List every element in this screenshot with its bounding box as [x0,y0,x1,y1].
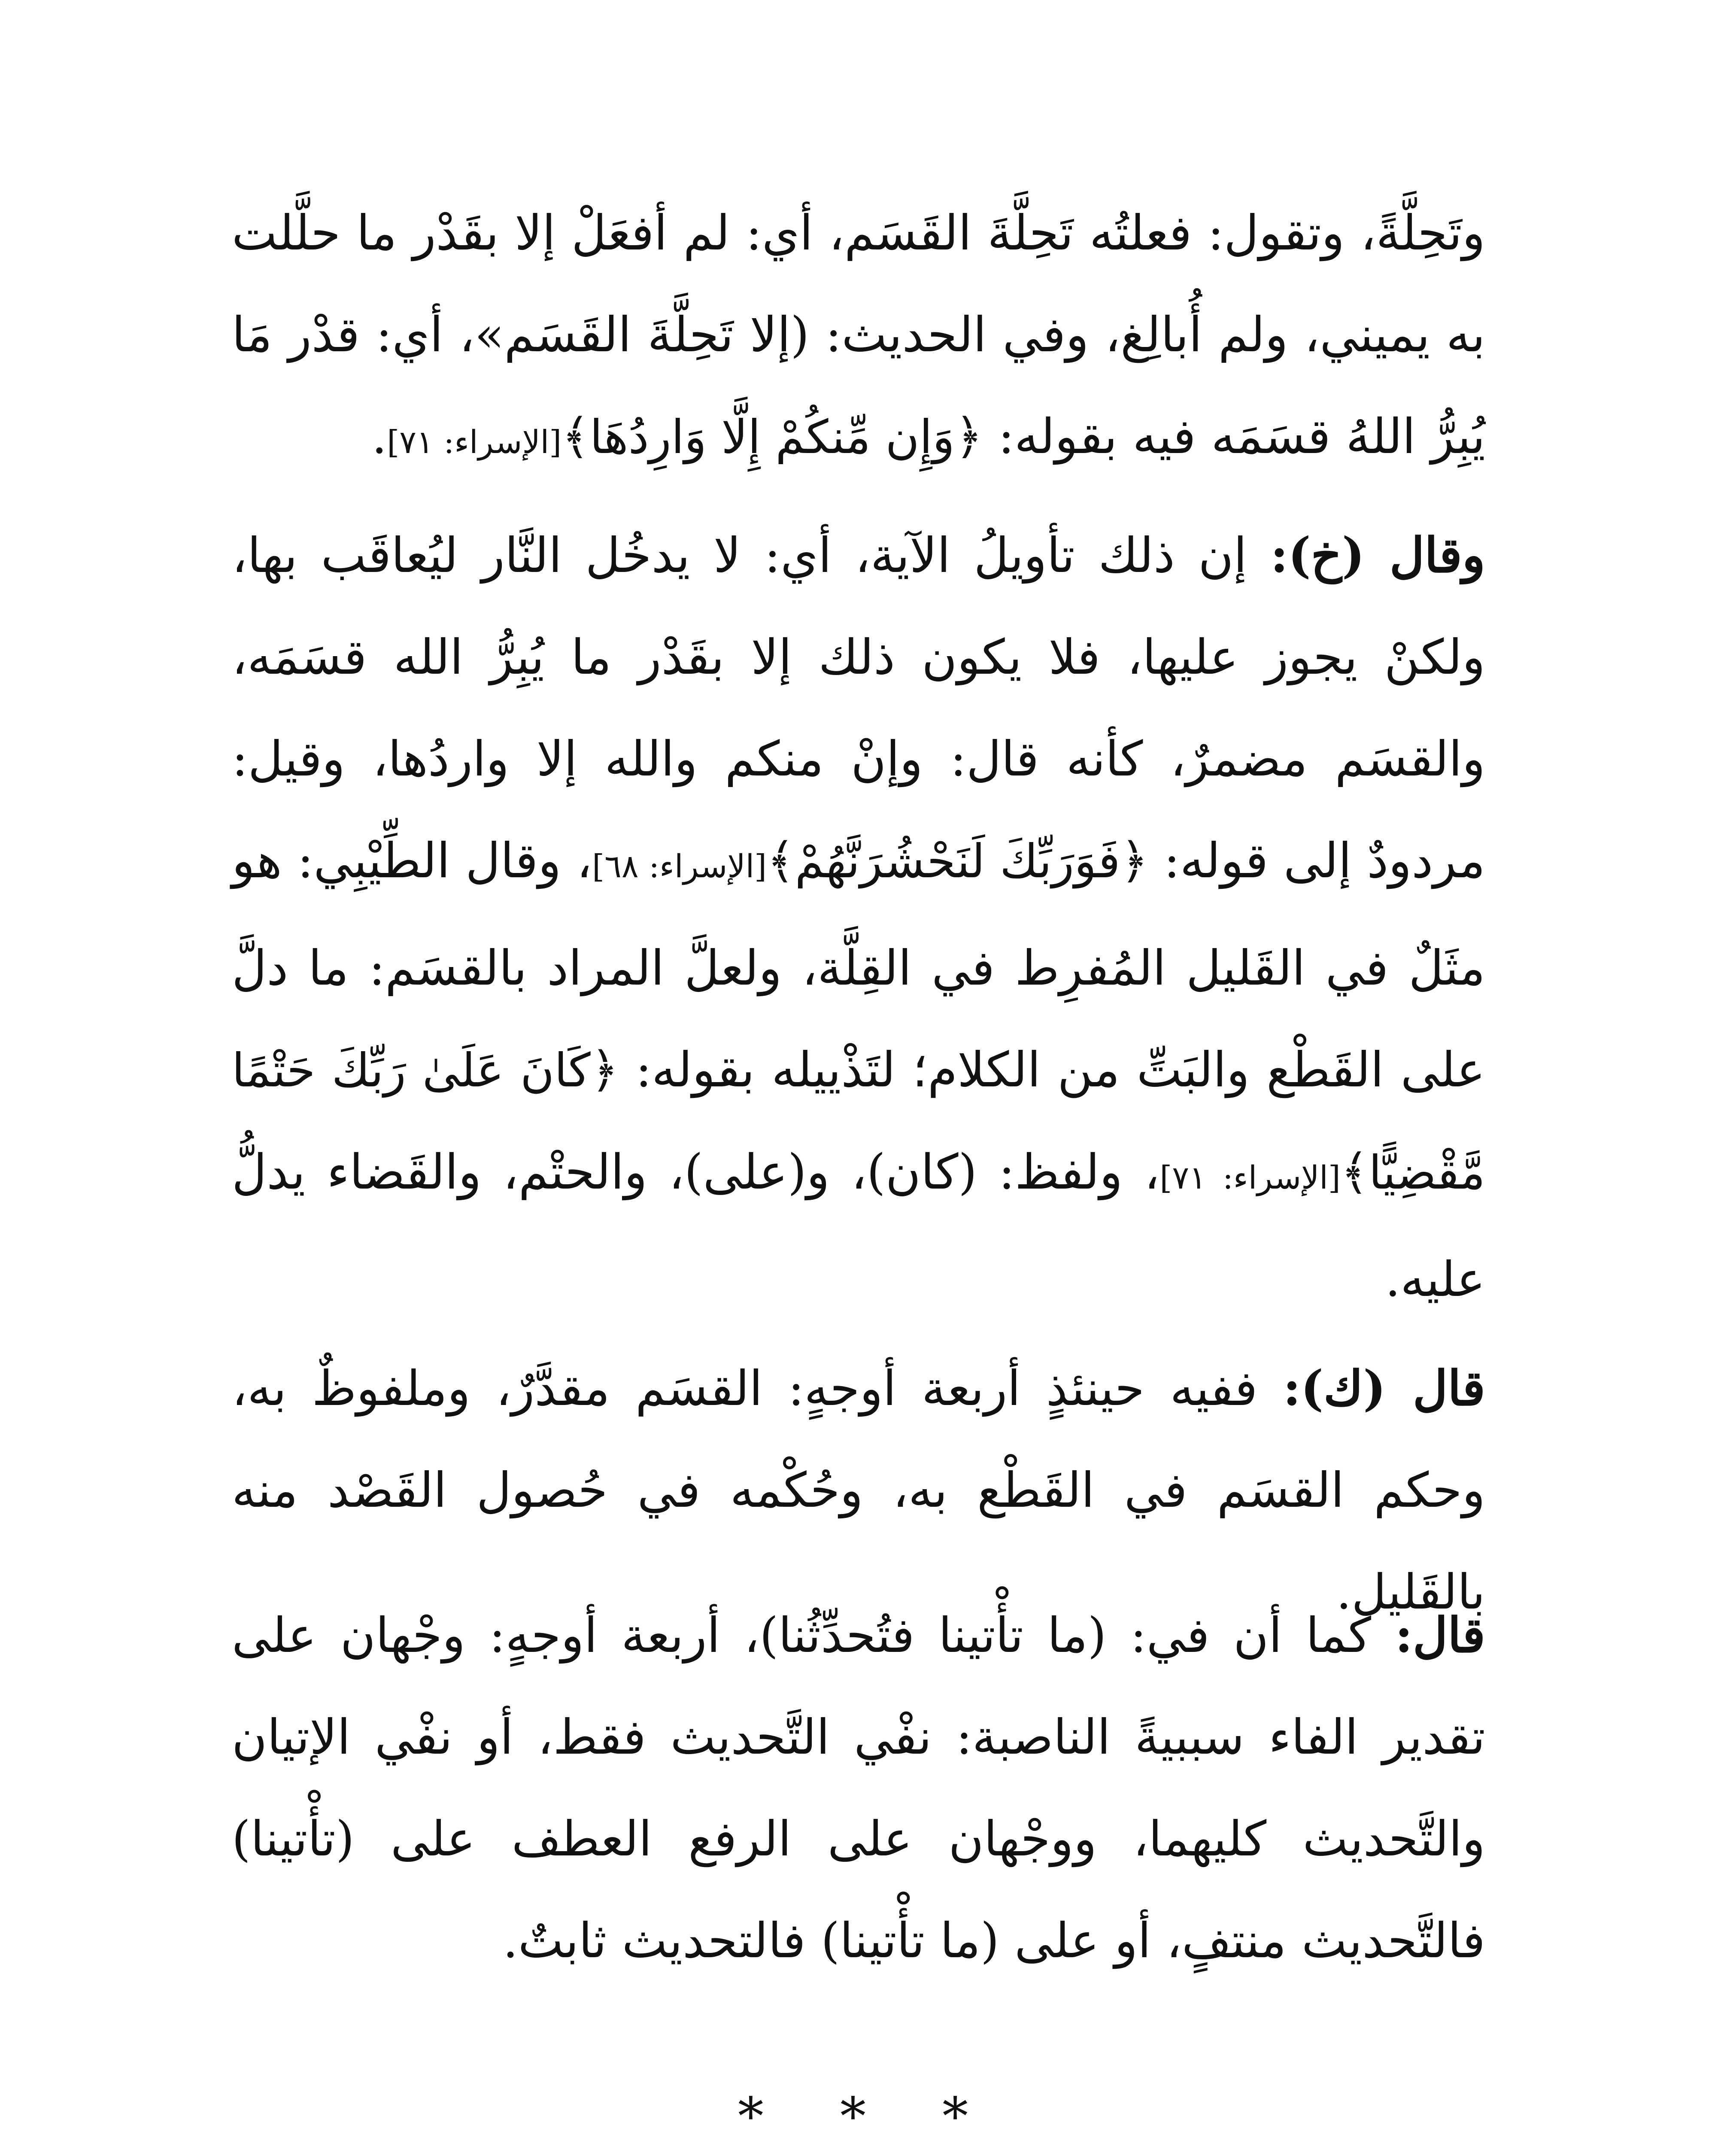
verse-reference: [الإسراء: ٧١] [387,424,562,461]
speaker-label: قال (ك): [1283,1360,1486,1417]
ornate-bracket: ﴿ [1120,833,1149,889]
ornate-bracket: ﴿ [590,1042,619,1098]
verse-reference: [الإسراء: ٦٨] [592,848,767,885]
text-run: ، وقال الطِّيْبِي: هو مثَلٌ في القَليل المُفرِط في القِلَّة، ولعلَّ المراد بالقسَم: ما دلَّ على القَطْع والبَتِّ من الكلام؛ لتَذْييله بقوله: [232,833,1486,1098]
text-run: ففيه حينئذٍ أربعة أوجهٍ: القسَم مقدَّرٌ، وملفوظٌ به، وحكم القسَم في القَطْع به، وحُكْمه في حُصول القَصْد منه بالقَليل. [232,1361,1485,1620]
ornate-bracket: ﴿ [955,409,983,465]
section-separator: * * * [737,2087,999,2147]
ornate-bracket: ﴾ [561,409,590,465]
paragraph-1 [232,182,1485,493]
paragraph-2 [232,505,1485,1331]
text-run: وتَحِلَّةً، وتقول: فعلتُه تَحِلَّةَ القَسَم، أي: لم أفعَلْ إلا بقَدْر ما حلَّلت به يميني، ولم أُبالِغ، وفي الحديث: (إلا تَحِلَّةَ القَسَم»، أي: قدْر مَا يُبِرُّ اللهُ قسَمَه فيه بقوله: [232,205,1485,465]
ornate-bracket: ﴾ [767,833,795,889]
text-run: . [371,409,387,465]
text-run: إن ذلك تأويلُ الآية، أي: لا يدخُل النَّار ليُعاقَب بها، ولكنْ يجوز عليها، فلا يكون ذلك إلا بقَدْر ما يُبِرُّ الله قسَمَه، والقسَم مضمرٌ، كأنه قال: وإنْ منكم والله إلا واردُها، وقيل: مردودٌ إلى قوله: [232,528,1485,889]
verse-reference: [الإسراء: ٧١] [1159,1159,1341,1196]
ornate-bracket: ﴾ [1340,1144,1369,1200]
text-run: كما أن في: (ما تأْتينا فتُحدِّثُنا)، أربعة أوجهٍ: وجْهان على تقدير الفاء سببيةً الناصبة: نفْي التَّحديث فقط، أو نفْي الإتيان والتَّحديث كليهما، ووجْهان على الرفع العطف على (تأْتينا) فالتَّحديث منتفٍ، أو على (ما تأْتينا) فالتحديث ثابتٌ. [232,1608,1485,1969]
quran-verse: كَانَ عَلَىٰ رَبِّكَ حَتْمًا مَّقْضِيًّا [232,1044,1485,1200]
speaker-label: وقال (خ): [1270,527,1486,584]
paragraph-4 [232,1584,1485,1992]
quran-verse: فَوَرَبِّكَ لَنَحْشُرَنَّهُمْ [795,835,1120,888]
quran-verse: وَإِن مِّنكُمْ إِلَّا وَارِدُهَا [589,411,955,464]
text-run: ، ولفظ: (كان)، و(على)، والحتْم، والقَضاء يدلُّ عليه. [232,1144,1485,1308]
speaker-label: قال: [1395,1607,1485,1663]
